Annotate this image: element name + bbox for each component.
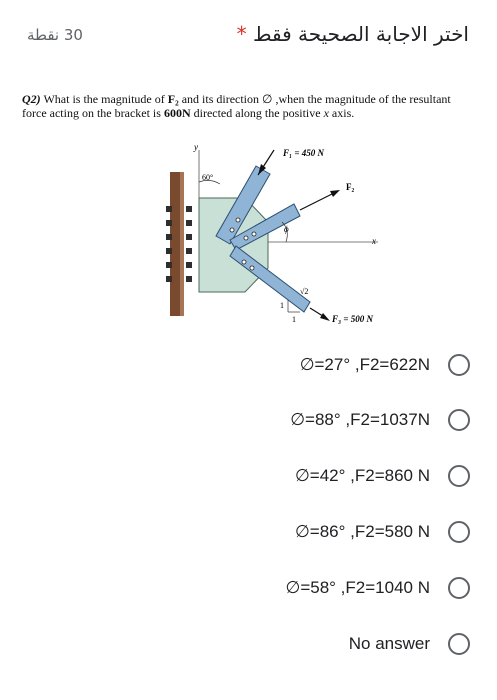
question-title-text: اختر الاجابة الصحيحة فقط xyxy=(252,22,469,46)
option-6[interactable] xyxy=(349,624,470,664)
angle-label-60: 60° xyxy=(202,173,214,182)
question-title xyxy=(231,22,469,46)
option-3[interactable] xyxy=(295,456,470,496)
option-5[interactable] xyxy=(286,568,470,608)
force-arrow-f3 xyxy=(310,308,330,321)
bracket-figure xyxy=(150,140,400,340)
option-3-label: ∅=42° ,F2=860 N xyxy=(294,466,430,485)
option-2-label: ∅=88° ,F2=1037N xyxy=(290,410,430,429)
radio-button-2[interactable] xyxy=(448,409,470,431)
x-axis-label: x xyxy=(372,236,376,246)
f3-label: F₃ = 500 N xyxy=(332,314,374,324)
phi-label: ϕ xyxy=(284,224,289,234)
force-arrow-f2 xyxy=(300,190,340,210)
slope-label-1b: 1 xyxy=(292,315,296,324)
question-force-f2: F₂ xyxy=(167,92,179,106)
question-text-part2: and its direction ∅ ,when the magnitude of the resultant force acting on the bracket is xyxy=(22,92,451,120)
sqrt2-label: √2 xyxy=(300,287,309,296)
question-text-part4: axis. xyxy=(328,106,355,120)
question-text-part1: What is the magnitude of xyxy=(40,92,168,106)
question-magnitude: 600N xyxy=(163,106,191,120)
question-axis: x xyxy=(323,106,329,120)
option-5-label: ∅=58° ,F2=1040 N xyxy=(285,578,430,597)
points-label: 30 نقطة xyxy=(27,26,83,44)
radio-button-4[interactable] xyxy=(448,521,470,543)
f2-label: F₂ xyxy=(346,182,355,192)
slope-label-1a: 1 xyxy=(280,301,284,310)
radio-button-5[interactable] xyxy=(448,577,470,599)
option-4-label: ∅=86° ,F2=580 N xyxy=(294,522,430,541)
option-1[interactable] xyxy=(300,345,470,385)
y-axis-label: y xyxy=(194,142,198,152)
option-2[interactable] xyxy=(290,400,470,440)
question-text-part3: directed along the positive xyxy=(190,106,324,120)
radio-button-3[interactable] xyxy=(448,465,470,487)
question-text xyxy=(22,92,474,120)
option-1-label: ∅=27° ,F2=622N xyxy=(299,355,430,374)
radio-button-6[interactable] xyxy=(448,633,470,655)
question-number: Q2) xyxy=(22,92,41,106)
wall-edge xyxy=(180,172,184,316)
question-header xyxy=(0,22,497,50)
f1-label: F₁ = 450 N xyxy=(283,148,325,158)
radio-button-1[interactable] xyxy=(448,354,470,376)
required-asterisk: * xyxy=(236,22,247,46)
option-6-label: No answer xyxy=(348,634,430,653)
option-4[interactable] xyxy=(295,512,470,552)
